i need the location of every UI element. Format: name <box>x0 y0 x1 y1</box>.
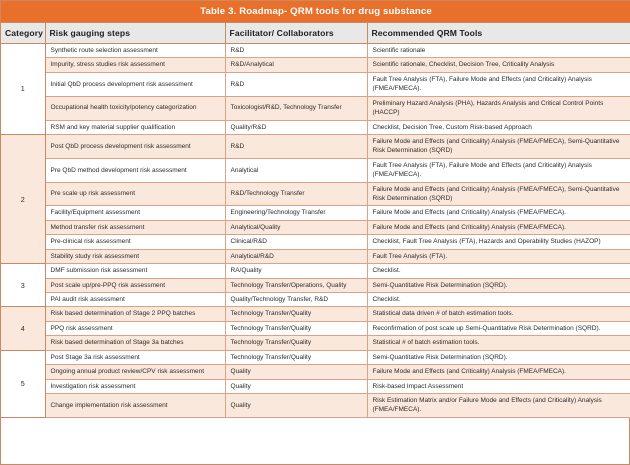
column-header-recommended-qrm-tools: Recommended QRM Tools <box>367 23 630 44</box>
table-row <box>1 307 630 321</box>
table-title-row <box>1 1 630 23</box>
table-row <box>1 321 630 335</box>
table-row <box>1 72 630 96</box>
facilitator-cell: R&D/Technology Transfer <box>225 182 367 206</box>
risk-gauging-step-cell: Pre QbD method development risk assessment <box>45 158 225 182</box>
category-cell <box>1 350 45 417</box>
table-row <box>1 393 630 417</box>
table-row <box>1 220 630 234</box>
recommended-qrm-tools-cell: Reconfirmation of post scale up Semi-Quantitative Risk Determination (SQRD). <box>367 321 630 335</box>
risk-gauging-step-cell: Change implementation risk assessment <box>45 393 225 417</box>
table-row <box>1 182 630 206</box>
risk-gauging-step-cell: Occupational health toxicity/potency categorization <box>45 96 225 120</box>
table-row <box>1 336 630 350</box>
risk-gauging-step-cell: RSM and key material supplier qualification <box>45 120 225 134</box>
recommended-qrm-tools-cell: Checklist, Fault Tree Analysis (FTA), Hazards and Operability Studies (HAZOP) <box>367 235 630 249</box>
risk-gauging-step-cell: Stability study risk assessment <box>45 249 225 263</box>
recommended-qrm-tools-cell: Risk Estimation Matrix and/or Failure Mode and Effects (and Criticality) Analysis (FMEA/FMECA). <box>367 393 630 417</box>
facilitator-cell: Engineering/Technology Transfer <box>225 206 367 220</box>
facilitator-cell: Technology Transfer/Operations, Quality <box>225 278 367 292</box>
risk-gauging-step-cell: Synthetic route selection assessment <box>45 44 225 58</box>
recommended-qrm-tools-cell: Statistical # of batch estimation tools. <box>367 336 630 350</box>
table-row <box>1 235 630 249</box>
recommended-qrm-tools-cell: Scientific rationale <box>367 44 630 58</box>
facilitator-cell: R&D <box>225 44 367 58</box>
recommended-qrm-tools-cell: Checklist. <box>367 293 630 307</box>
table-row <box>1 134 630 158</box>
risk-gauging-step-cell: Ongoing annual product review/CPV risk assessment <box>45 365 225 379</box>
risk-gauging-step-cell: Investigation risk assessment <box>45 379 225 393</box>
category-cell <box>1 264 45 307</box>
table-row <box>1 44 630 58</box>
table-title: Table 3. Roadmap- QRM tools for drug substance <box>1 1 630 23</box>
recommended-qrm-tools-cell: Checklist, Decision Tree, Custom Risk-based Approach <box>367 120 630 134</box>
risk-gauging-step-cell: Risk based determination of Stage 2 PPQ batches <box>45 307 225 321</box>
risk-gauging-step-cell: Pre scale up risk assessment <box>45 182 225 206</box>
risk-gauging-step-cell: Initial QbD process development risk assessment <box>45 72 225 96</box>
facilitator-cell: Technology Transfer/Quality <box>225 336 367 350</box>
risk-gauging-step-cell: Method transfer risk assessment <box>45 220 225 234</box>
facilitator-cell: R&D/Analytical <box>225 58 367 72</box>
recommended-qrm-tools-cell: Fault Tree Analysis (FTA), Failure Mode and Effects (and Criticality) Analysis (FMEA/FMECA). <box>367 72 630 96</box>
table-row <box>1 96 630 120</box>
recommended-qrm-tools-cell: Fault Tree Analysis (FTA), Failure Mode and Effects (and Criticality) Analysis (FMEA/FMECA). <box>367 158 630 182</box>
table-row <box>1 293 630 307</box>
risk-gauging-step-cell: PPQ risk assessment <box>45 321 225 335</box>
category-number: 1 <box>20 84 25 94</box>
risk-gauging-step-cell: Post Stage 3a risk assessment <box>45 350 225 364</box>
recommended-qrm-tools-cell: Fault Tree Analysis (FTA). <box>367 249 630 263</box>
facilitator-cell: Analytical/R&D <box>225 249 367 263</box>
category-number: 2 <box>20 194 25 204</box>
qrm-roadmap-table <box>1 1 630 418</box>
recommended-qrm-tools-cell: Semi-Quantitative Risk Determination (SQRD). <box>367 350 630 364</box>
recommended-qrm-tools-cell: Failure Mode and Effects (and Criticality) Analysis (FMEA/FMECA), Semi-Quantitative Risk Determination (SQRD) <box>367 182 630 206</box>
facilitator-cell: Quality <box>225 393 367 417</box>
category-number: 4 <box>20 324 25 334</box>
table-header-row <box>1 23 630 44</box>
risk-gauging-step-cell: PAI audit risk assessment <box>45 293 225 307</box>
facilitator-cell: Analytical/Quality <box>225 220 367 234</box>
risk-gauging-step-cell: Post scale up/pre-PPQ risk assessment <box>45 278 225 292</box>
recommended-qrm-tools-cell: Statistical data driven # of batch estimation tools. <box>367 307 630 321</box>
category-cell <box>1 134 45 263</box>
facilitator-cell: Analytical <box>225 158 367 182</box>
facilitator-cell: Quality <box>225 365 367 379</box>
table-row <box>1 249 630 263</box>
facilitator-cell: Clinical/R&D <box>225 235 367 249</box>
facilitator-cell: Technology Transfer/Quality <box>225 321 367 335</box>
table-row <box>1 365 630 379</box>
column-header-facilitator-collaborators: Facilitator/ Collaborators <box>225 23 367 44</box>
recommended-qrm-tools-cell: Failure Mode and Effects (and Criticality) Analysis (FMEA/FMECA), Semi-Quantitative Risk Determination (SQRD) <box>367 134 630 158</box>
table-row <box>1 379 630 393</box>
recommended-qrm-tools-cell: Semi-Quantitative Risk Determination (SQRD). <box>367 278 630 292</box>
recommended-qrm-tools-cell: Failure Mode and Effects (and Criticality) Analysis (FMEA/FMECA). <box>367 220 630 234</box>
table-row <box>1 158 630 182</box>
facilitator-cell: Quality/R&D <box>225 120 367 134</box>
table-row <box>1 120 630 134</box>
risk-gauging-step-cell: DMF submission risk assessment <box>45 264 225 278</box>
recommended-qrm-tools-cell: Failure Mode and Effects (and Criticality) Analysis (FMEA/FMECA). <box>367 365 630 379</box>
table-row <box>1 58 630 72</box>
table-row <box>1 264 630 278</box>
risk-gauging-step-cell: Post QbD process development risk assessment <box>45 134 225 158</box>
recommended-qrm-tools-cell: Scientific rationale, Checklist, Decision Tree, Criticality Analysis <box>367 58 630 72</box>
table-row <box>1 278 630 292</box>
category-number: 5 <box>20 379 25 389</box>
recommended-qrm-tools-cell: Failure Mode and Effects (and Criticality) Analysis (FMEA/FMECA). <box>367 206 630 220</box>
facilitator-cell: Quality/Technology Transfer, R&D <box>225 293 367 307</box>
facilitator-cell: Toxicologist/R&D, Technology Transfer <box>225 96 367 120</box>
category-cell <box>1 307 45 350</box>
risk-gauging-step-cell: Impurity, stress studies risk assessment <box>45 58 225 72</box>
facilitator-cell: Quality <box>225 379 367 393</box>
recommended-qrm-tools-cell: Preliminary Hazard Analysis (PHA), Hazards Analysis and Critical Control Points (HACCP) <box>367 96 630 120</box>
column-header-risk-gauging-steps: Risk gauging steps <box>45 23 225 44</box>
recommended-qrm-tools-cell: Checklist. <box>367 264 630 278</box>
risk-gauging-step-cell: Facility/Equipment assessment <box>45 206 225 220</box>
facilitator-cell: R&D <box>225 72 367 96</box>
table-row <box>1 350 630 364</box>
category-number: 3 <box>20 280 25 290</box>
facilitator-cell: Technology Transfer/Quality <box>225 307 367 321</box>
risk-gauging-step-cell: Risk based determination of Stage 3a batches <box>45 336 225 350</box>
category-cell <box>1 44 45 135</box>
facilitator-cell: RA/Quality <box>225 264 367 278</box>
risk-gauging-step-cell: Pre-clinical risk assessment <box>45 235 225 249</box>
table-row <box>1 206 630 220</box>
recommended-qrm-tools-cell: Risk-based Impact Assessment <box>367 379 630 393</box>
column-header-category: Category <box>1 23 45 44</box>
facilitator-cell: Technology Transfer/Quality <box>225 350 367 364</box>
facilitator-cell: R&D <box>225 134 367 158</box>
